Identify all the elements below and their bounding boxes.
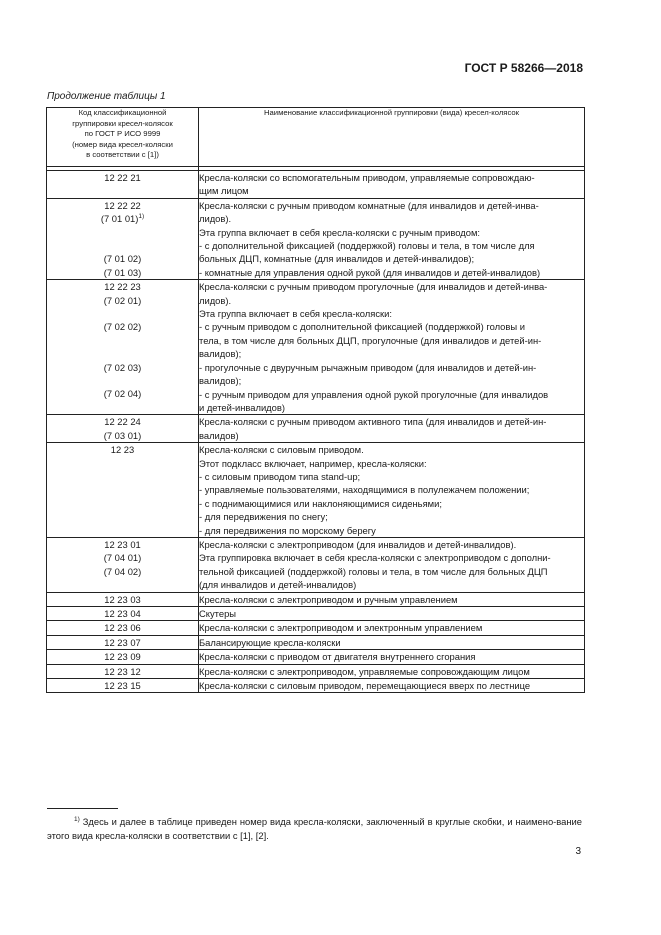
table-row: 12 23 01 (7 04 01) (7 04 02) Кресла-коляски с электроприводом (для инвалидов и детей-инвалидов). Эта группировка включает в себя кресла-коляски с электроприводом с дополни- тельной фиксацией (поддержкой) головы и тела, в том числе для больных ДЦП (для инвалидов и детей-инвалидов) [47,537,585,592]
standard-number: ГОСТ Р 58266—2018 [464,61,583,75]
footnote-marker: 1) [74,815,80,823]
footnote [47,815,582,843]
table-row: 12 22 23 (7 02 01) (7 02 02) (7 02 03) (7 02 04) Кресла-коляски с ручным приводом прогулочные (для инвалидов и детей-инва- лидов). Эта группа включает в себя кресла-коляски: - с ручным приводом с дополнительной фиксацией (поддержкой) головы и тела, в том числе для больных ДЦП, прогулочные (для инвалидов и детей-ин- валидов); - прогулочные с двуручным рычажным приводом (для инвалидов и детей-ин- валидов); - с ручным приводом для управления одной рукой прогулочные (для инвалидов и детей-инвалидов) [47,280,585,415]
table-row: 12 22 21 Кресла-коляски со вспомогательным приводом, управляемые сопровождаю- щим лицом [47,171,585,199]
table-row: 12 23 Кресла-коляски с силовым приводом. Этот подкласс включает, например, кресла-коляски: - с силовым приводом типа stand-up; - управляемые пользователями, находящимися в полулежачем положении; - с поднимающимися или наклоняющимися сиденьями; - для передвижения по снегу; - для передвижения по морскому берегу [47,443,585,538]
table-row: 12 23 04 Скутеры [47,607,585,621]
col-code-header: Код классификационной группировки кресел-колясок по ГОСТ Р ИСО 9999 (номер вида кресел-коляски в соответствии с [1]) [47,108,199,167]
classification-table [46,107,585,693]
footnote-divider [47,808,118,809]
table-header-row [47,108,585,167]
table-row: 12 23 03 Кресла-коляски с электроприводом и ручным управлением [47,592,585,606]
col-name-header: Наименование классификационной группировки (вида) кресел-колясок [199,108,585,167]
table-row: 12 23 09 Кресла-коляски с приводом от двигателя внутреннего сгорания [47,650,585,664]
page-number: 3 [575,846,581,857]
table-row: 12 23 06 Кресла-коляски с электроприводом и электронным управлением [47,621,585,635]
table-row: 12 22 22 (7 01 01)$^{1)}$ (7 01 02) (7 01 03) Кресла-коляски с ручным приводом комнатные (для инвалидов и детей-инва- лидов). Эта группа включает в себя кресла-коляски с ручным приводом: - с дополнительной фиксацией (поддержкой) головы и тела, в том числе для больных ДЦП, комнатные (для инвалидов и детей-инвалидов); - комнатные для управления одной рукой (для инвалидов и детей-инвалидов) [47,198,585,279]
table-caption: Продолжение таблицы 1 [47,91,166,102]
table-row: 12 23 07 Балансирующие кресла-коляски [47,635,585,649]
table-row: 12 23 15 Кресла-коляски с силовым приводом, перемещающиеся вверх по лестнице [47,679,585,693]
table-row: 12 22 24 (7 03 01) Кресла-коляски с ручным приводом активного типа (для инвалидов и детей-ин- валидов) [47,415,585,443]
footnote-text: Здесь и далее в таблице приведен номер вида кресла-коляски, заключенный в круглые скобки, и наимено-вание этого вида кресла-коляски в соответствии с [1], [2]. [47,816,583,841]
footnote-ref: 1) [138,213,145,221]
table-row: 12 23 12 Кресла-коляски с электроприводом, управляемые сопровождающим лицом [47,664,585,678]
